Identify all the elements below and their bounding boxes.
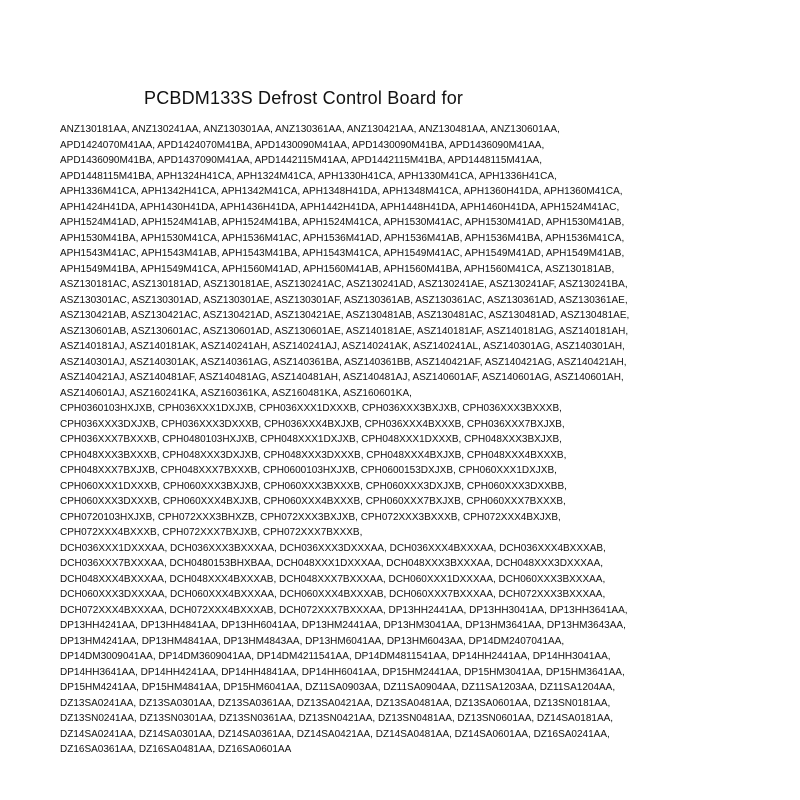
model-list-line: APD1424070M41AA, APD1424070M41BA, APD1430090M41AA, APD1430090M41BA, APD1436090M41AA, [60, 139, 545, 151]
model-list-line: DP15HM4241AA, DP15HM4841AA, DP15HM6041AA, DZ11SA0903AA, DZ11SA0904AA, DZ11SA1203AA, DZ11SA1204AA, [60, 682, 616, 693]
model-list-line: ASZ130181AC, ASZ130181AD, ASZ130181AE, ASZ130241AC, ASZ130241AD, ASZ130241AE, ASZ130241AF, ASZ130241BA, [60, 279, 628, 290]
model-list-line: CPH0720103HXJXB, CPH072XXX3BHXZB, CPH072XXX3BXJXB, CPH072XXX3BXXXB, CPH072XXX4BXJXB, [60, 511, 561, 523]
model-list-line: DCH036XXX7BXXXAA, DCH0480153BHXBAA, DCH048XXX1DXXXAA, DCH048XXX3BXXXAA, DCH048XXX3DXXXAA, [60, 558, 604, 569]
model-list-line: DP13HM4241AA, DP13HM4841AA, DP13HM4843AA, DP13HM6041AA, DP13HM6043AA, DP14DM2407041AA, [60, 635, 565, 647]
model-list-line: DCH036XXX1DXXXAA, DCH036XXX3BXXXAA, DCH036XXX3DXXXAA, DCH036XXX4BXXXAA, DCH036XXX4BXXXAB, [60, 542, 606, 554]
model-list-line: CPH036XXX3DXJXB, CPH036XXX3DXXXB, CPH036XXX4BXJXB, CPH036XXX4BXXXB, CPH036XXX7BXJXB, [60, 418, 565, 430]
model-list-line: ASZ140421AJ, ASZ140481AF, ASZ140481AG, ASZ140481AH, ASZ140481AJ, ASZ140601AF, ASZ140601AG, ASZ140601AH, [60, 372, 624, 383]
model-list-line: ASZ130301AC, ASZ130301AD, ASZ130301AE, ASZ130301AF, ASZ130361AB, ASZ130361AC, ASZ130361AD, ASZ130361AE, [60, 294, 628, 306]
model-list-line: APH1530M41BA, APH1530M41CA, APH1536M41AC, APH1536M41AD, APH1536M41AB, APH1536M41BA, APH1536M41CA, [60, 232, 625, 244]
model-list [60, 122, 790, 758]
model-list-line: CPH0360103HXJXB, CPH036XXX1DXJXB, CPH036XXX1DXXXB, CPH036XXX3BXJXB, CPH036XXX3BXXXB, [60, 403, 562, 414]
model-list-line: CPH060XXX1DXXXB, CPH060XXX3BXJXB, CPH060XXX3BXXXB, CPH060XXX3DXJXB, CPH060XXX3DXXBB, [60, 480, 567, 492]
model-list-line: DCH048XXX4BXXXAA, DCH048XXX4BXXXAB, DCH048XXX7BXXXAA, DCH060XXX1DXXXAA, DCH060XXX3BXXXAA, [60, 573, 606, 585]
model-list-line: ASZ130601AB, ASZ130601AC, ASZ130601AD, ASZ130601AE, ASZ140181AE, ASZ140181AF, ASZ140181AG, ASZ140181AH, [60, 325, 629, 337]
model-list-line: DP14DM3009041AA, DP14DM3609041AA, DP14DM4211541AA, DP14DM4811541AA, DP14HH2441AA, DP14HH3041AA, [60, 651, 611, 662]
model-list-line: ASZ140301AJ, ASZ140301AK, ASZ140361AG, ASZ140361BA, ASZ140361BB, ASZ140421AF, ASZ140421AG, ASZ140421AH, [60, 356, 627, 368]
model-list-line: ASZ140601AJ, ASZ160241KA, ASZ160361KA, ASZ160481KA, ASZ160601KA, [60, 387, 412, 399]
model-list-line: APH1543M41AC, APH1543M41AB, APH1543M41BA, APH1543M41CA, APH1549M41AC, APH1549M41AD, APH1549M41AB, [60, 248, 625, 259]
model-list-line: DZ14SA0241AA, DZ14SA0301AA, DZ14SA0361AA, DZ14SA0421AA, DZ14SA0481AA, DZ14SA0601AA, DZ16SA0241AA, [60, 728, 610, 740]
model-list-line: CPH036XXX7BXXXB, CPH0480103HXJXB, CPH048XXX1DXJXB, CPH048XXX1DXXXB, CPH048XXX3BXJXB, [60, 434, 562, 445]
model-list-line: DZ16SA0361AA, DZ16SA0481AA, DZ16SA0601AA [60, 744, 292, 755]
model-list-line: CPH060XXX3DXXXB, CPH060XXX4BXJXB, CPH060XXX4BXXXB, CPH060XXX7BXJXB, CPH060XXX7BXXXB, [60, 496, 566, 507]
model-list-line: APD1436090M41BA, APD1437090M41AA, APD1442115M41AA, APD1442115M41BA, APD1448115M41AA, [60, 155, 542, 166]
model-list-line: DCH060XXX3DXXXAA, DCH060XXX4BXXXAA, DCH060XXX4BXXXAB, DCH060XXX7BXXXAA, DCH072XXX3BXXXAA, [60, 589, 606, 600]
model-list-line: APH1549M41BA, APH1549M41CA, APH1560M41AD, APH1560M41AB, APH1560M41BA, APH1560M41CA, ASZ130181AB, [60, 263, 615, 275]
model-list-line: DP13HH4241AA, DP13HH4841AA, DP13HH6041AA, DP13HM2441AA, DP13HM3041AA, DP13HM3641AA, DP13HM3643AA, [60, 620, 626, 631]
page-title: PCBDM133S Defrost Control Board for [144, 88, 464, 108]
model-list-line: ASZ140181AJ, ASZ140181AK, ASZ140241AH, ASZ140241AJ, ASZ140241AK, ASZ140241AL, ASZ140301AG, ASZ140301AH, [60, 341, 625, 352]
model-list-line: APH1524M41AD, APH1524M41AB, APH1524M41BA, APH1524M41CA, APH1530M41AC, APH1530M41AD, APH1530M41AB, [60, 217, 625, 228]
model-list-line: APD1448115M41BA, APH1324H41CA, APH1324M41CA, APH1330H41CA, APH1330M41CA, APH1336H41CA, [60, 170, 557, 182]
model-list-line: CPH048XXX3BXXXB, CPH048XXX3DXJXB, CPH048XXX3DXXXB, CPH048XXX4BXJXB, CPH048XXX4BXXXB, [60, 449, 567, 461]
model-list-line: APH1424H41DA, APH1430H41DA, APH1436H41DA, APH1442H41DA, APH1448H41DA, APH1460H41DA, APH1524M41AC, [60, 201, 620, 213]
model-list-line: DZ13SA0241AA, DZ13SA0301AA, DZ13SA0361AA, DZ13SA0421AA, DZ13SA0481AA, DZ13SA0601AA, DZ13SN0181AA, [60, 697, 611, 709]
model-list-line: DCH072XXX4BXXXAA, DCH072XXX4BXXXAB, DCH072XXX7BXXXAA, DP13HH2441AA, DP13HH3041AA, DP13HH3641AA, [60, 604, 628, 616]
model-list-line: DZ13SN0241AA, DZ13SN0301AA, DZ13SN0361AA, DZ13SN0421AA, DZ13SN0481AA, DZ13SN0601AA, DZ14SA0181AA, [60, 713, 614, 724]
model-list-line: ASZ130421AB, ASZ130421AC, ASZ130421AD, ASZ130421AE, ASZ130481AB, ASZ130481AC, ASZ130481AD, ASZ130481AE, [60, 310, 630, 321]
model-list-line: APH1336M41CA, APH1342H41CA, APH1342M41CA, APH1348H41DA, APH1348M41CA, APH1360H41DA, APH1360M41CA, [60, 186, 623, 197]
model-list-line: CPH048XXX7BXJXB, CPH048XXX7BXXXB, CPH0600103HXJXB, CPH0600153DXJXB, CPH060XXX1DXJXB, [60, 465, 557, 476]
model-list-line: DP14HH3641AA, DP14HH4241AA, DP14HH4841AA, DP14HH6041AA, DP15HM2441AA, DP15HM3041AA, DP15HM3641AA, [60, 666, 625, 678]
model-list-line: ANZ130181AA, ANZ130241AA, ANZ130301AA, ANZ130361AA, ANZ130421AA, ANZ130481AA, ANZ130601AA, [60, 124, 560, 135]
model-list-line: CPH072XXX4BXXXB, CPH072XXX7BXJXB, CPH072XXX7BXXXB, [60, 527, 363, 538]
